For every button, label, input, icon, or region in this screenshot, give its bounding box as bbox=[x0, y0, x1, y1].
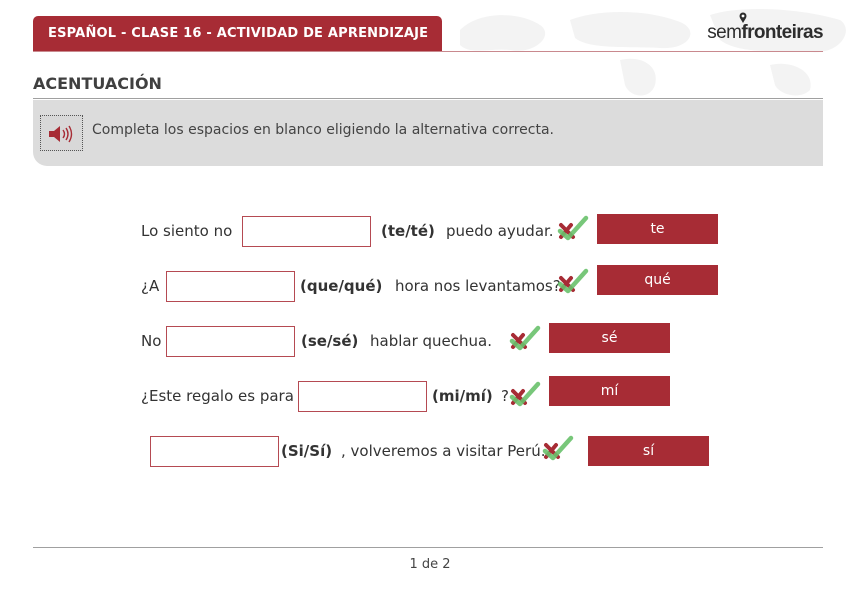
exercise-options: (te/té) bbox=[381, 222, 435, 240]
location-pin-icon bbox=[738, 12, 748, 24]
answer-input[interactable] bbox=[242, 216, 371, 247]
instruction-panel bbox=[33, 100, 823, 166]
answer-button[interactable]: qué bbox=[597, 265, 718, 295]
exercise-options: (Si/Sí) bbox=[281, 442, 333, 460]
check-answer-icon[interactable] bbox=[509, 325, 541, 353]
page-indicator: 1 de 2 bbox=[409, 557, 451, 572]
check-answer-icon[interactable] bbox=[557, 215, 589, 243]
exercise-options: (se/sé) bbox=[301, 332, 359, 350]
answer-button[interactable]: te bbox=[597, 214, 718, 244]
brand-part-1: sem bbox=[707, 22, 742, 43]
check-answer-icon[interactable] bbox=[509, 381, 541, 409]
answer-input[interactable] bbox=[166, 271, 295, 302]
answer-input[interactable] bbox=[298, 381, 427, 412]
exercise-text-before: Lo siento no bbox=[141, 222, 233, 240]
section-divider bbox=[33, 98, 823, 99]
answer-button[interactable]: sí bbox=[588, 436, 709, 466]
check-answer-icon[interactable] bbox=[542, 435, 574, 463]
answer-button[interactable]: sé bbox=[549, 323, 670, 353]
header-divider bbox=[33, 51, 823, 52]
brand-part-2: fronteiras bbox=[741, 22, 823, 43]
exercise-text-before: No bbox=[141, 332, 162, 350]
exercise-text-after: hablar quechua. bbox=[370, 332, 492, 350]
brand-logo bbox=[707, 14, 823, 44]
audio-button[interactable] bbox=[40, 115, 83, 151]
exercise-text-after: puedo ayudar. bbox=[446, 222, 554, 240]
exercise-options: (mi/mí) bbox=[432, 387, 493, 405]
footer-divider bbox=[33, 547, 823, 548]
exercise-text-after: hora nos levantamos? bbox=[395, 277, 561, 295]
exercise-text-after: , volveremos a visitar Perú. bbox=[341, 442, 546, 460]
page-header-title: ESPAÑOL - CLASE 16 - ACTIVIDAD DE APRENDIZAJE bbox=[33, 16, 442, 52]
answer-button[interactable]: mí bbox=[549, 376, 670, 406]
instruction-text: Completa los espacios en blanco eligiendo la alternativa correcta. bbox=[92, 122, 554, 138]
answer-input[interactable] bbox=[166, 326, 295, 357]
answer-input[interactable] bbox=[150, 436, 279, 467]
check-answer-icon[interactable] bbox=[557, 268, 589, 296]
section-title: ACENTUACIÓN bbox=[33, 74, 162, 93]
exercise-text-before: ¿A bbox=[141, 277, 160, 295]
exercise-text-before: ¿Este regalo es para bbox=[141, 387, 294, 405]
exercise-text-after: ? bbox=[501, 387, 509, 405]
speaker-icon bbox=[47, 124, 77, 144]
exercise-options: (que/qué) bbox=[300, 277, 383, 295]
